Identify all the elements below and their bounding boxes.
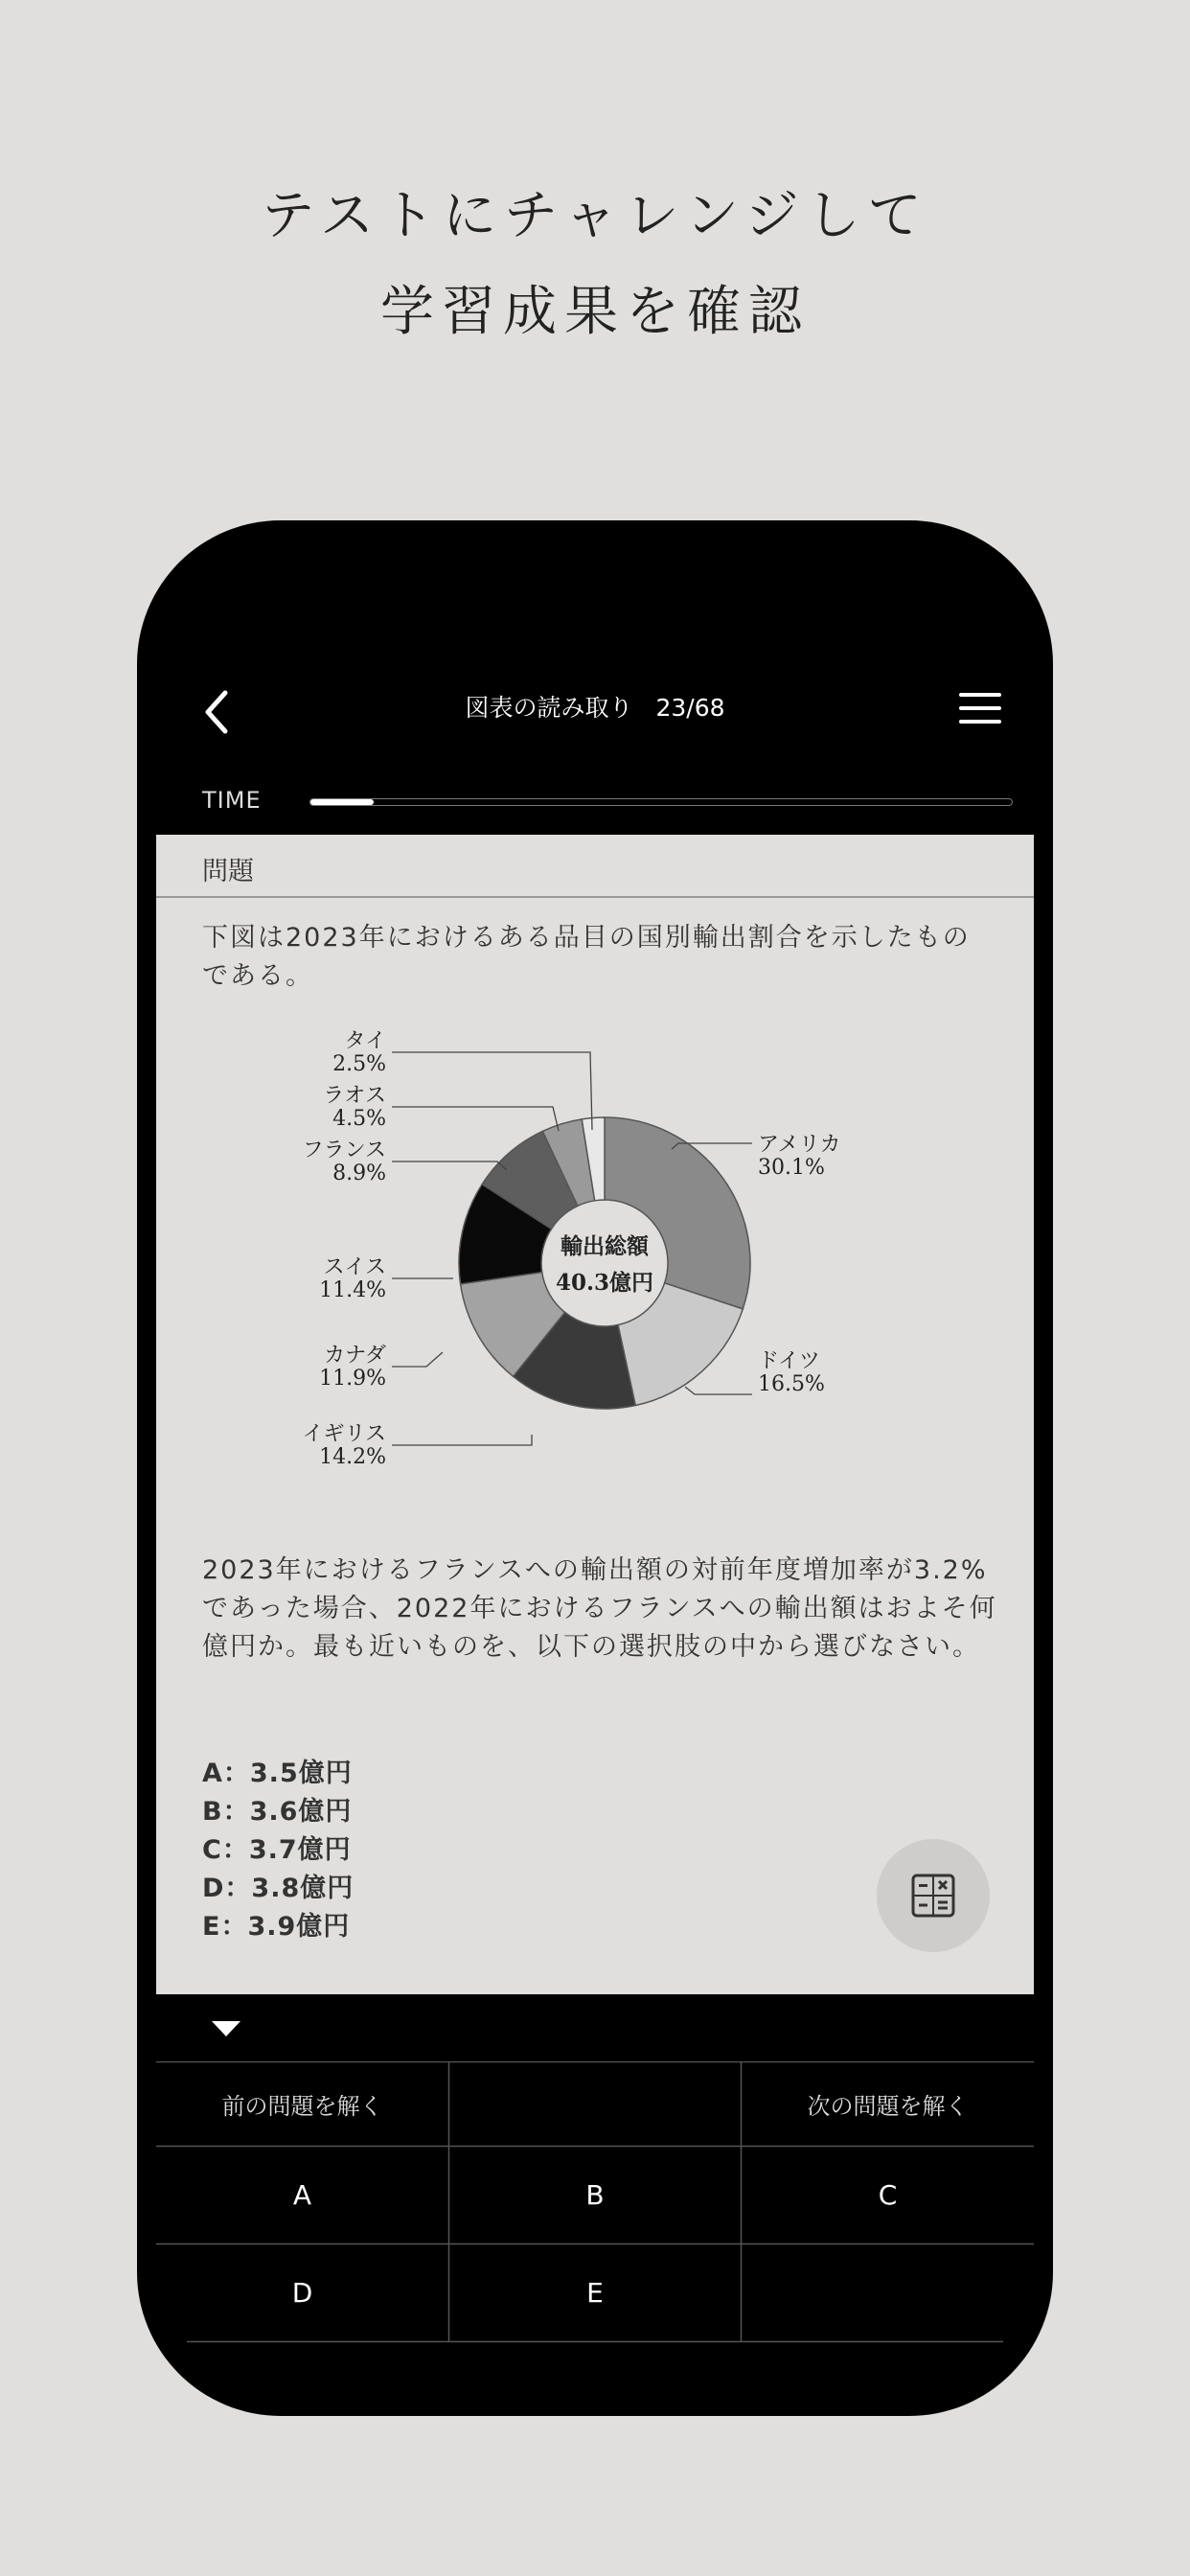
- calculator-button[interactable]: [877, 1839, 990, 1952]
- slice-name-label-1: アメリカ: [758, 1133, 841, 1157]
- leader-line-6: [392, 1162, 507, 1170]
- question-intro: 下図は2023年におけるある品目の国別輸出割合を示したものである。: [202, 923, 971, 991]
- slice-value-label-3: 14.2%: [319, 1445, 386, 1469]
- slice-name-label-3: イギリス: [302, 1422, 386, 1446]
- slice-name-label-2: ドイツ: [758, 1349, 820, 1373]
- triangle-down-icon[interactable]: [212, 2021, 240, 2038]
- leader-line-7: [392, 1107, 559, 1131]
- answer-button-c[interactable]: C: [878, 2179, 898, 2211]
- leader-line-3: [392, 1435, 532, 1445]
- timer-bar: [156, 777, 1034, 835]
- option-e: E：3.9億円: [202, 1912, 351, 1942]
- option-d: D：3.8億円: [202, 1874, 355, 1903]
- question-text: 2023年におけるフランスへの輸出額の対前年度増加率が3.2%であった場合、2022年におけるフランスへの輸出額はおよそ何億円か。最も近いものを、以下の選択肢の中から選びなさい。: [202, 1555, 997, 1662]
- slice-value-label-6: 8.9%: [332, 1162, 386, 1185]
- leader-line-8: [392, 1052, 592, 1130]
- headline-line-2: 学習成果を確認: [380, 281, 810, 343]
- phone-frame: [137, 520, 1053, 2416]
- option-c: C：3.7億円: [202, 1835, 352, 1865]
- timer-track: [309, 798, 1013, 806]
- hamburger-menu-icon: [959, 693, 1001, 724]
- prev-question-button[interactable]: 前の問題を解く: [221, 2092, 383, 2120]
- slice-value-label-8: 2.5%: [332, 1052, 386, 1076]
- slice-value-label-2: 16.5%: [758, 1372, 825, 1396]
- leader-line-4: [392, 1352, 443, 1367]
- menu-button[interactable]: [959, 693, 1001, 725]
- slice-value-label-4: 11.9%: [319, 1367, 386, 1391]
- calculator-icon: [911, 1874, 955, 1918]
- slice-name-label-8: タイ: [344, 1029, 386, 1053]
- slice-name-label-7: ラオス: [323, 1084, 386, 1108]
- headline-line-1: テストにチャレンジして: [261, 185, 929, 247]
- slice-name-label-5: スイス: [323, 1255, 386, 1279]
- nav-title: [137, 689, 1053, 727]
- timer-fill: [310, 799, 374, 805]
- slice-value-label-5: 11.4%: [319, 1278, 386, 1302]
- option-b: B：3.6億円: [202, 1797, 353, 1827]
- next-question-button[interactable]: 次の問題を解く: [807, 2092, 969, 2120]
- section-header-label: 問題: [202, 857, 254, 886]
- timer-label: TIME: [202, 787, 262, 814]
- slice-value-label-7: 4.5%: [332, 1107, 386, 1131]
- question-content: [156, 835, 1034, 1994]
- option-a: A：3.5億円: [202, 1759, 353, 1788]
- answer-button-a[interactable]: A: [292, 2179, 312, 2211]
- center-label: 輸出総額: [561, 1233, 649, 1259]
- center-value: 40.3億円: [555, 1270, 654, 1296]
- export-share-donut-chart: [156, 1026, 1034, 1525]
- slice-value-label-1: 30.1%: [758, 1156, 825, 1180]
- question-counter: 23/68: [655, 694, 725, 722]
- answer-button-e[interactable]: E: [586, 2277, 604, 2309]
- section-header: [156, 835, 1034, 898]
- answer-button-b[interactable]: B: [585, 2179, 605, 2211]
- leader-line-2: [685, 1387, 752, 1394]
- answer-button-d[interactable]: D: [291, 2277, 313, 2309]
- slice-name-label-4: カナダ: [324, 1344, 386, 1368]
- nav-title-label: 図表の読み取り: [465, 694, 633, 722]
- answer-options: [202, 1755, 354, 1946]
- slice-name-label-6: フランス: [302, 1138, 386, 1162]
